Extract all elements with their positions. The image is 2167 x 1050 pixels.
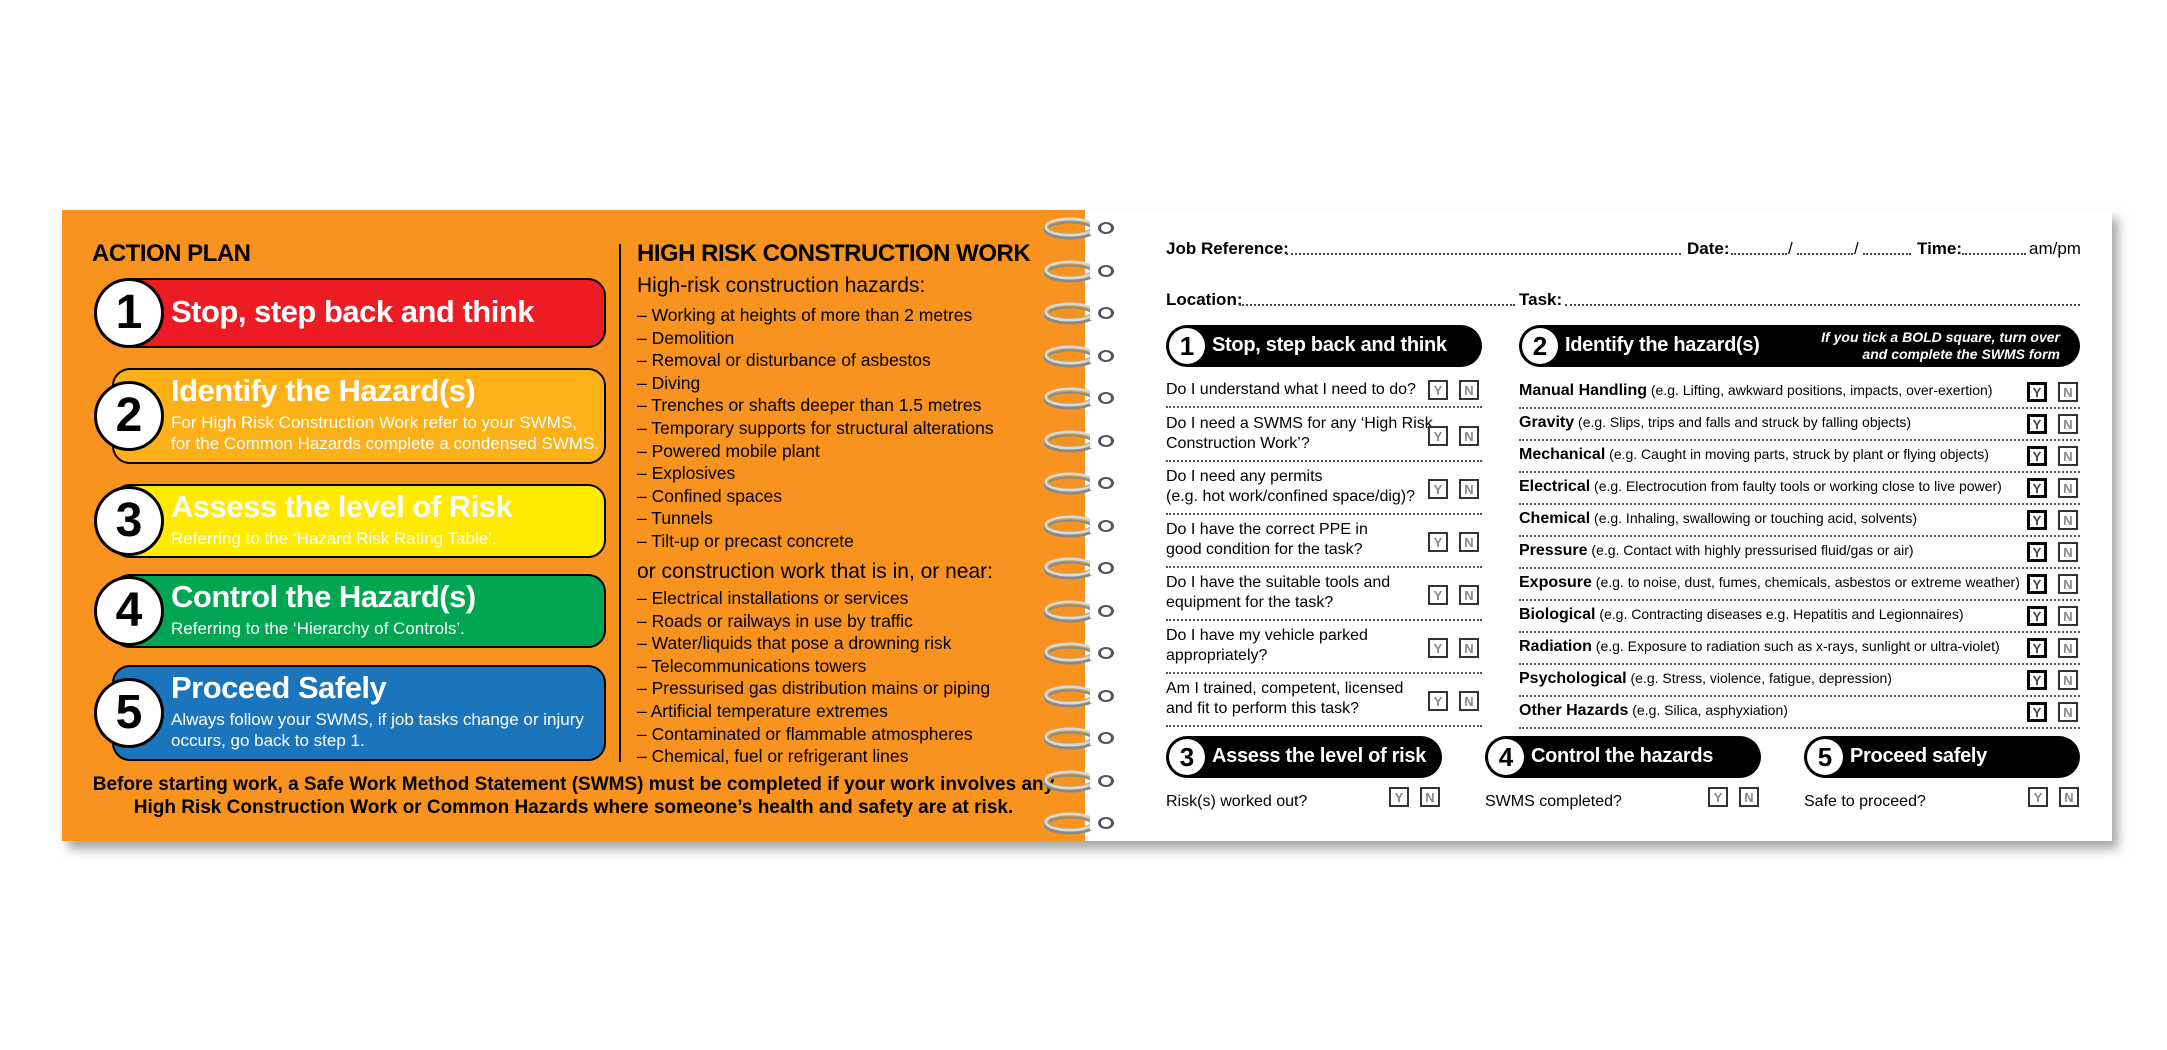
section-1-question-line: Do I need any permits	[1166, 468, 1323, 485]
section-1-question-line: Am I trained, competent, licensed	[1166, 680, 1404, 697]
hazard-no-checkbox[interactable]: N	[2058, 606, 2078, 626]
step-2-description-line: for the Common Hazards complete a condensed SWMS.	[171, 434, 600, 453]
hazard-no-checkbox[interactable]: N	[2058, 670, 2078, 690]
hazard-example: (e.g. Stress, violence, fatigue, depression)	[1626, 670, 1892, 686]
hazard-list-item: – Trenches or shafts deeper than 1.5 metres	[637, 395, 982, 416]
hazard-name: Mechanical	[1519, 446, 1606, 463]
time-field[interactable]	[1962, 253, 2026, 255]
section-1-yes-checkbox[interactable]: Y	[1428, 585, 1448, 605]
step-2-number: 2	[94, 381, 164, 451]
hazard-example: (e.g. Exposure to radiation such as x-rays, sunlight or ultra-violet)	[1591, 638, 2000, 654]
date-label: Date:	[1687, 239, 1730, 258]
section-1-no-checkbox[interactable]: N	[1459, 691, 1479, 711]
spiral-ring	[1044, 258, 1116, 286]
hazard-yes-checkbox[interactable]: Y	[2027, 702, 2047, 722]
high-risk-title: HIGH RISK CONSTRUCTION WORK	[637, 240, 1031, 267]
section-1-header	[1166, 325, 1482, 367]
spiral-ring	[1044, 725, 1116, 753]
section-1-no-checkbox[interactable]: N	[1459, 585, 1479, 605]
spiral-ring	[1044, 470, 1116, 498]
hazard-example: (e.g. Slips, trips and falls and struck by falling objects)	[1574, 414, 1912, 430]
hazard-row	[1519, 478, 2080, 505]
section-3-yes-checkbox[interactable]: Y	[1389, 787, 1409, 807]
hazard-name: Gravity	[1519, 414, 1575, 431]
spiral-ring	[1044, 640, 1116, 668]
section-5-header	[1804, 736, 2080, 778]
job-reference-label: Job Reference:	[1166, 239, 1289, 258]
section-1-question-text	[1166, 414, 1433, 454]
near-work-list-item: – Telecommunications towers	[637, 655, 867, 676]
hazard-row	[1519, 702, 2080, 729]
hazard-example: (e.g. Caught in moving parts, struck by plant or flying objects)	[1605, 446, 1989, 462]
task-field[interactable]	[1565, 304, 2080, 306]
section-4-question: SWMS completed?	[1485, 793, 1622, 810]
section-2-note	[1821, 329, 2060, 363]
step-5-number: 5	[94, 678, 164, 748]
date-slash-1: /	[1788, 239, 1793, 258]
hazard-yes-checkbox[interactable]: Y	[2027, 670, 2047, 690]
hazard-row	[1519, 510, 2080, 537]
near-work-list-item: – Contaminated or flammable atmospheres	[637, 723, 973, 744]
hazard-yes-checkbox[interactable]: Y	[2027, 542, 2047, 562]
section-1-no-checkbox[interactable]: N	[1459, 532, 1479, 552]
hazard-list-item: – Tunnels	[637, 508, 713, 529]
near-work-list	[637, 587, 990, 768]
section-1-question-text	[1166, 573, 1390, 613]
near-work-list-item: – Chemical, fuel or refrigerant lines	[637, 746, 909, 767]
hazard-yes-checkbox[interactable]: Y	[2027, 638, 2047, 658]
spiral-ring	[1044, 768, 1116, 796]
section-1-question-row	[1166, 520, 1482, 568]
section-1-question-row	[1166, 573, 1482, 621]
section-1-question-text	[1166, 380, 1416, 400]
spiral-ring	[1044, 215, 1116, 243]
hazard-example: (e.g. Inhaling, swallowing or touching acid, solvents)	[1590, 510, 1917, 526]
section-1-question-row	[1166, 626, 1482, 674]
hazard-row	[1519, 670, 2080, 697]
step-3-number: 3	[94, 486, 164, 556]
hazard-no-checkbox[interactable]: N	[2058, 382, 2078, 402]
hazard-example: (e.g. Contracting diseases e.g. Hepatitis and Legionnaires)	[1595, 606, 1964, 622]
hazard-row	[1519, 382, 2080, 409]
section-3-number: 3	[1169, 739, 1205, 775]
step-4-description-line: Referring to the ‘Hierarchy of Controls’.	[171, 619, 465, 638]
section-1-question-row	[1166, 414, 1482, 462]
hazard-row	[1519, 638, 2080, 665]
section-1-number: 1	[1169, 328, 1205, 364]
section-3-header	[1166, 736, 1442, 778]
section-1-question-line: equipment for the task?	[1166, 594, 1334, 611]
section-1-question-line: good condition for the task?	[1166, 541, 1363, 558]
section-1-yes-checkbox[interactable]: Y	[1428, 426, 1448, 446]
date-month-field[interactable]	[1797, 253, 1853, 255]
section-1-question-line: Do I have my vehicle parked	[1166, 627, 1368, 644]
location-field[interactable]	[1239, 304, 1515, 306]
date-slash-2: /	[1854, 239, 1859, 258]
hazard-yes-checkbox[interactable]: Y	[2027, 446, 2047, 466]
hazard-row	[1519, 414, 2080, 441]
am-pm-label: am/pm	[2029, 239, 2081, 258]
hazard-yes-checkbox[interactable]: Y	[2027, 414, 2047, 434]
hazard-name: Pressure	[1519, 542, 1588, 559]
step-4-number: 4	[94, 576, 164, 646]
section-2-note-line-2: and complete the SWMS form	[1862, 346, 2060, 362]
date-year-field[interactable]	[1863, 253, 1911, 255]
section-1-question-line: Do I have the correct PPE in	[1166, 521, 1368, 538]
hazard-no-checkbox[interactable]: N	[2058, 446, 2078, 466]
step-5-description-line: occurs, go back to step 1.	[171, 731, 365, 750]
location-label: Location:	[1166, 290, 1243, 309]
near-work-list-item: – Electrical installations or services	[637, 588, 909, 608]
near-heading: or construction work that is in, or near:	[637, 560, 993, 583]
spiral-binding	[1044, 215, 1116, 840]
section-4-header	[1485, 736, 1761, 778]
hazard-example: (e.g. Lifting, awkward positions, impacts, over-exertion)	[1647, 382, 1993, 398]
hazard-no-checkbox[interactable]: N	[2058, 638, 2078, 658]
hazard-name: Other Hazards	[1519, 702, 1629, 719]
section-5-question: Safe to proceed?	[1804, 793, 1926, 810]
job-reference-field[interactable]	[1286, 253, 1681, 255]
section-4-title: Control the hazards	[1531, 745, 1714, 767]
hazard-yes-checkbox[interactable]: Y	[2027, 382, 2047, 402]
hazard-list-item: – Tilt-up or precast concrete	[637, 530, 854, 551]
section-2-number: 2	[1522, 328, 1558, 364]
section-2-note-line-1: If you tick a BOLD square, turn over	[1821, 329, 2060, 345]
section-1-yes-checkbox[interactable]: Y	[1428, 479, 1448, 499]
section-4-no-checkbox[interactable]: N	[1739, 787, 1759, 807]
hazard-list-item: – Working at heights of more than 2 metres	[637, 305, 973, 325]
hazard-row	[1519, 574, 2080, 601]
section-5-number: 5	[1807, 739, 1843, 775]
hazard-row	[1519, 446, 2080, 473]
hazard-no-checkbox[interactable]: N	[2058, 414, 2078, 434]
hazard-example: (e.g. Silica, asphyxiation)	[1628, 702, 1788, 718]
hazard-list-item: – Confined spaces	[637, 485, 782, 506]
spiral-ring	[1044, 343, 1116, 371]
task-label: Task:	[1519, 290, 1563, 309]
hazard-list-item: – Removal or disturbance of asbestos	[637, 350, 931, 371]
section-1-question-line: (e.g. hot work/confined space/dig)?	[1166, 488, 1416, 505]
hazard-list-item: – Temporary supports for structural alterations	[637, 417, 994, 438]
hazard-no-checkbox[interactable]: N	[2058, 574, 2078, 594]
spiral-ring	[1044, 385, 1116, 413]
near-work-list-item: – Roads or railways in use by traffic	[637, 610, 913, 631]
hazard-yes-checkbox[interactable]: Y	[2027, 510, 2047, 530]
section-1-question-line: Do I need a SWMS for any ‘High Risk	[1166, 415, 1433, 432]
hazard-example: (e.g. Contact with highly pressurised fluid/gas or air)	[1587, 542, 1914, 558]
hazard-example: (e.g. Electrocution from faulty tools or working close to live power)	[1590, 478, 2002, 494]
step-5-description-line: Always follow your SWMS, if job tasks change or injury	[171, 710, 584, 729]
section-1-question-line: Do I understand what I need to do?	[1166, 381, 1416, 398]
section-1-question-line: and fit to perform this task?	[1166, 700, 1359, 717]
hazard-example: (e.g. to noise, dust, fumes, chemicals, asbestos or extreme weather)	[1591, 574, 2020, 590]
hazard-name: Radiation	[1519, 638, 1592, 655]
spiral-ring	[1044, 513, 1116, 541]
near-work-list-item: – Artificial temperature extremes	[637, 700, 888, 721]
section-1-question-text	[1166, 679, 1403, 719]
action-plan-title: ACTION PLAN	[92, 240, 251, 267]
section-4-yes-checkbox[interactable]: Y	[1708, 787, 1728, 807]
step-4-title: Control the Hazard(s)	[171, 579, 476, 614]
hazard-name: Psychological	[1519, 670, 1627, 687]
step-2-title: Identify the Hazard(s)	[171, 373, 476, 408]
footer-line-2: High Risk Construction Work or Common Hazards where someone’s health and safety are at risk.	[133, 797, 1014, 818]
hazard-list-item: – Explosives	[637, 463, 736, 484]
section-1-question-row	[1166, 380, 1482, 408]
date-day-field[interactable]	[1731, 253, 1787, 255]
hazard-name: Chemical	[1519, 510, 1591, 527]
step-1-title: Stop, step back and think	[171, 294, 534, 329]
step-2-description-line: For High Risk Construction Work refer to your SWMS,	[171, 413, 577, 432]
step-5-title: Proceed Safely	[171, 670, 387, 705]
hazard-name: Manual Handling	[1519, 382, 1647, 399]
section-1-no-checkbox[interactable]: N	[1459, 380, 1479, 400]
hazard-no-checkbox[interactable]: N	[2058, 478, 2078, 498]
section-1-question-line: appropriately?	[1166, 647, 1268, 664]
section-3-question: Risk(s) worked out?	[1166, 793, 1308, 810]
hazard-row	[1519, 542, 2080, 569]
section-1-question-line: Construction Work’?	[1166, 435, 1310, 452]
step-3-title: Assess the level of Risk	[171, 489, 513, 524]
section-1-yes-checkbox[interactable]: Y	[1428, 380, 1448, 400]
hazard-list-item: – Powered mobile plant	[637, 440, 820, 461]
spiral-ring	[1044, 555, 1116, 583]
hazard-no-checkbox[interactable]: N	[2058, 510, 2078, 530]
hazard-name: Biological	[1519, 606, 1596, 623]
hazards-heading: High-risk construction hazards:	[637, 274, 926, 297]
near-work-list-item: – Pressurised gas distribution mains or piping	[637, 678, 991, 699]
near-work-list-item: – Water/liquids that pose a drowning risk	[637, 633, 952, 654]
spiral-ring	[1044, 683, 1116, 711]
section-1-question-line: Do I have the suitable tools and	[1166, 574, 1391, 591]
section-1-question-text	[1166, 626, 1368, 666]
hazard-list-item: – Demolition	[637, 327, 735, 348]
section-1-no-checkbox[interactable]: N	[1459, 479, 1479, 499]
hazard-no-checkbox[interactable]: N	[2058, 702, 2078, 722]
hazard-yes-checkbox[interactable]: Y	[2027, 478, 2047, 498]
section-1-question-row	[1166, 679, 1482, 727]
step-3-description-line: Referring to the ‘Hazard Risk Rating Table’.	[171, 529, 497, 548]
hazard-name: Exposure	[1519, 574, 1592, 591]
section-3-title: Assess the level of risk	[1212, 745, 1427, 767]
section-1-question-text	[1166, 520, 1368, 560]
section-1-question-text	[1166, 467, 1415, 507]
section-1-yes-checkbox[interactable]: Y	[1428, 691, 1448, 711]
section-1-no-checkbox[interactable]: N	[1459, 426, 1479, 446]
footer-line-1: Before starting work, a Safe Work Method Statement (SWMS) must be completed if your work involves any	[92, 774, 1055, 795]
section-1-yes-checkbox[interactable]: Y	[1428, 532, 1448, 552]
section-5-yes-checkbox[interactable]: Y	[2028, 787, 2048, 807]
hazard-list-item: – Diving	[637, 372, 701, 393]
hazard-yes-checkbox[interactable]: Y	[2027, 606, 2047, 626]
hazard-name: Electrical	[1519, 478, 1591, 495]
section-3-no-checkbox[interactable]: N	[1420, 787, 1440, 807]
spiral-ring	[1044, 810, 1116, 838]
section-1-yes-checkbox[interactable]: Y	[1428, 638, 1448, 658]
section-2-title: Identify the hazard(s)	[1565, 334, 1760, 356]
section-1-question-row	[1166, 467, 1482, 515]
section-1-title: Stop, step back and think	[1212, 334, 1447, 356]
section-5-no-checkbox[interactable]: N	[2059, 787, 2079, 807]
hazard-row	[1519, 606, 2080, 633]
hazard-yes-checkbox[interactable]: Y	[2027, 574, 2047, 594]
high-risk-hazard-list	[637, 304, 994, 553]
section-4-number: 4	[1488, 739, 1524, 775]
hazard-no-checkbox[interactable]: N	[2058, 542, 2078, 562]
time-label: Time:	[1917, 239, 1963, 258]
column-divider	[619, 244, 621, 762]
spiral-ring	[1044, 428, 1116, 456]
section-5-title: Proceed safely	[1850, 745, 1987, 767]
spiral-ring	[1044, 598, 1116, 626]
section-1-no-checkbox[interactable]: N	[1459, 638, 1479, 658]
section-2-header	[1519, 325, 2080, 367]
spiral-ring	[1044, 300, 1116, 328]
step-1-number: 1	[94, 278, 164, 348]
